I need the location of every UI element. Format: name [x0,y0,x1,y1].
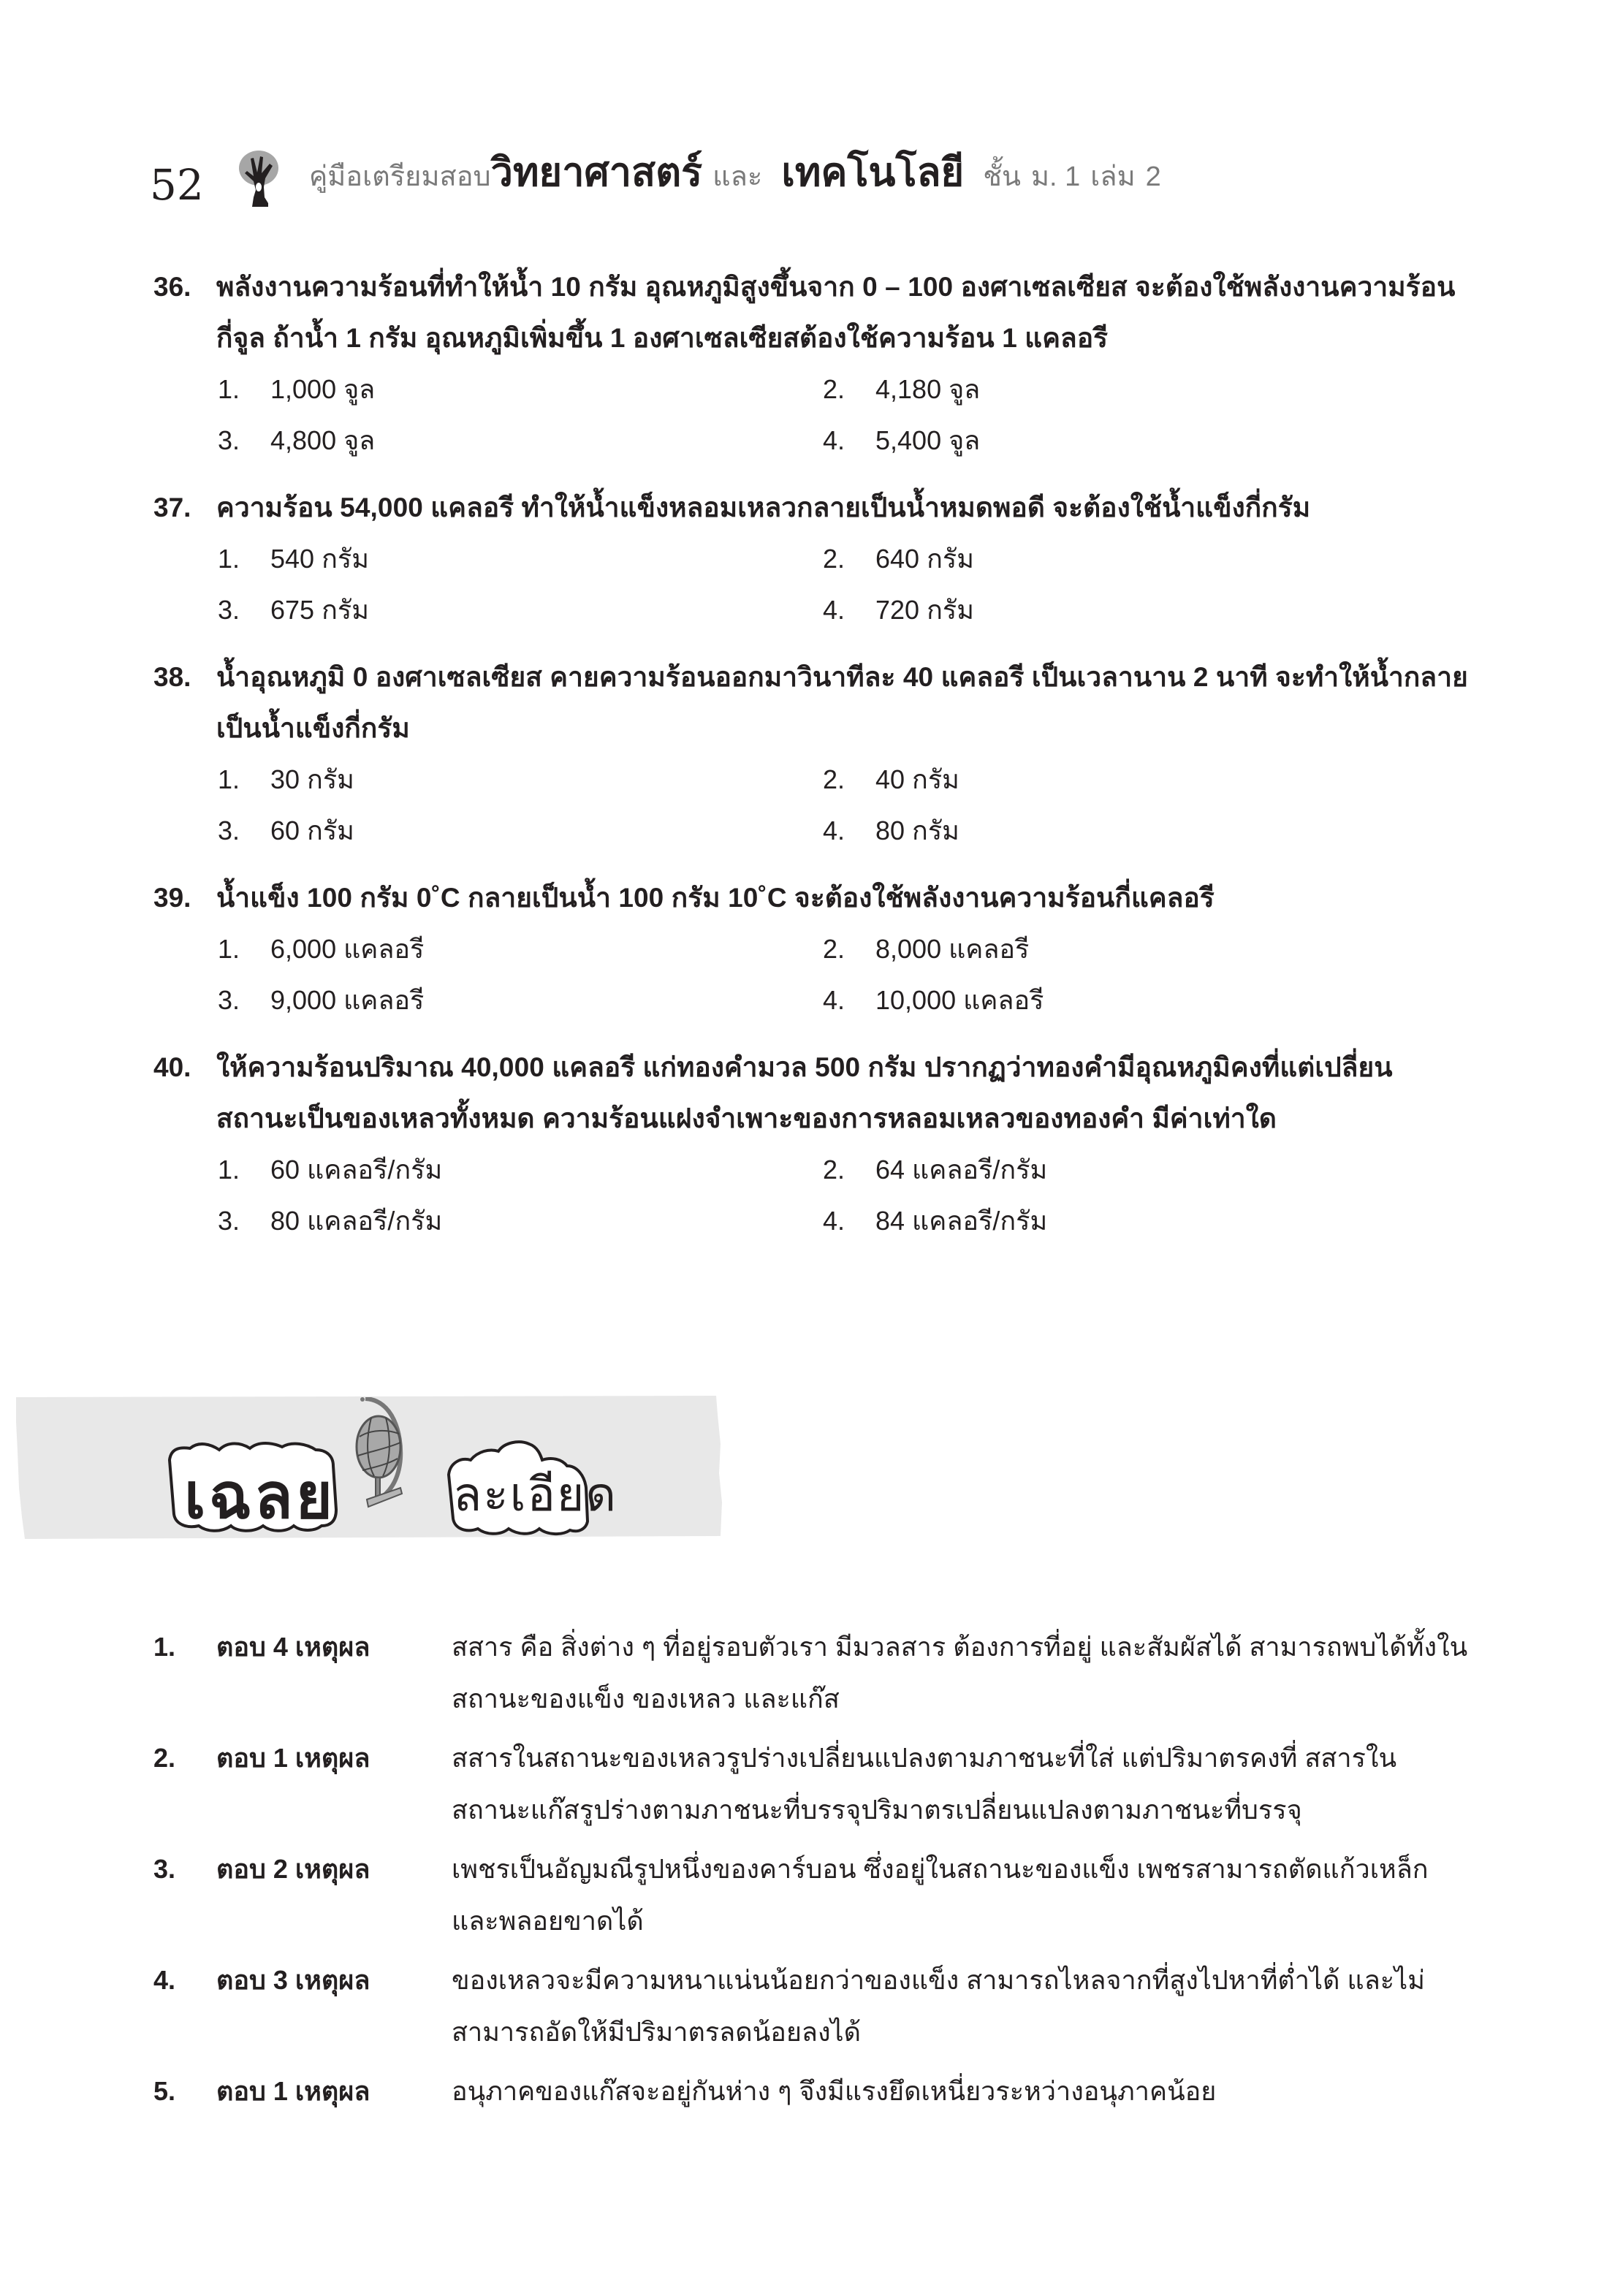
answer-item [153,2065,1469,2117]
choice-text: 4,800 จูล [270,425,376,455]
choice-number: 2. [823,934,845,964]
answer-item [153,1843,1469,1947]
question-number: 37. [153,493,191,522]
choice-4[interactable] [823,585,1407,636]
choice-text: 80 แคลอรี/กรัม [270,1206,443,1236]
choice-2[interactable] [823,533,1407,585]
choice-text: 60 กรัม [270,816,354,845]
choice-3[interactable] [218,1195,823,1247]
title-prefix: คู่มือเตรียมสอบ [308,161,491,192]
choice-4[interactable] [823,805,1407,856]
choice-text: 80 กรัม [875,816,959,845]
choice-text: 6,000 แคลอรี [270,934,425,964]
answer-explanation: อนุภาคของแก๊สจะอยู่กันห่าง ๆ จึงมีแรงยึดเหนี่ยวระหว่างอนุภาคน้อย [452,2076,1217,2106]
title-volume: 2 [1145,161,1161,192]
choice-text: 40 กรัม [875,764,959,794]
answer-explanation: ของเหลวจะมีความหนาแน่นน้อยกว่าของแข็ง สามารถไหลจากที่สูงไปหาที่ต่ำได้ และไม่สามารถอัดให้มีปริมาตรลดน้อยลงได้ [452,1965,1425,2047]
banner-title-main: เฉลย [184,1461,336,1532]
question-number: 39. [153,883,191,913]
choice-number: 4. [823,816,845,845]
choice-number: 3. [218,816,240,845]
choice-text: 8,000 แคลอรี [875,934,1030,964]
choice-number: 1. [218,544,240,574]
choice-number: 1. [218,1155,240,1185]
choice-text: 60 แคลอรี/กรัม [270,1155,443,1185]
title-and: และ [712,161,763,192]
choice-number: 2. [823,1155,845,1185]
answer-number: 3. [153,1854,176,1884]
answer-number: 1. [153,1632,176,1662]
banner-title-sub: ละเอียด [453,1468,617,1521]
title-subject-science: วิทยาศาสตร์ [490,151,703,194]
choice-2[interactable] [823,754,1407,805]
question-list [153,262,1469,1263]
choice-text: 30 กรัม [270,764,354,794]
answer-label: ตอบ 4 เหตุผล [216,1632,370,1662]
answer-item [153,1732,1469,1836]
answer-label: ตอบ 2 เหตุผล [216,1854,370,1884]
choice-4[interactable] [823,415,1407,466]
answer-explanation: เพชรเป็นอัญมณีรูปหนึ่งของคาร์บอน ซึ่งอยู่ในสถานะของแข็ง เพชรสามารถตัดแก้วเหล็ก และพลอยขาดได้ [452,1854,1429,1936]
title-grade: ม. 1 [1030,161,1081,192]
choice-4[interactable] [823,975,1407,1026]
answer-number: 4. [153,1965,176,1995]
choice-text: 84 แคลอรี/กรัม [875,1206,1048,1236]
choice-number: 2. [823,374,845,404]
choice-number: 2. [823,764,845,794]
question-text: พลังงานความร้อนที่ทำให้น้ำ 10 กรัม อุณหภูมิสูงขึ้นจาก 0 – 100 องศาเซลเซียส จะต้องใช้พลังงานความร้อนกี่จูล ถ้าน้ำ 1 กรัม อุณหภูมิเพิ่มขึ้น 1 องศาเซลเซียสต้องใช้ความร้อน 1 แคลอรี [216,272,1456,353]
choice-3[interactable] [218,975,823,1026]
choice-text: 720 กรัม [875,595,974,625]
choice-number: 3. [218,425,240,455]
question-38 [153,652,1469,856]
choice-2[interactable] [823,364,1407,415]
choice-2[interactable] [823,924,1407,975]
choice-text: 640 กรัม [875,544,974,574]
answer-number: 2. [153,1743,176,1773]
book-title [309,140,1161,203]
choice-list [218,364,1469,466]
choice-1[interactable] [218,364,823,415]
choice-4[interactable] [823,1195,1407,1247]
question-number: 36. [153,272,191,302]
question-39 [153,873,1469,1026]
choice-number: 4. [823,1206,845,1236]
answer-explanation: สสารในสถานะของเหลวรูปร่างเปลี่ยนแปลงตามภาชนะที่ใส่ แต่ปริมาตรคงที่ สสารในสถานะแก๊สรูปร่างตามภาชนะที่บรรจุปริมาตรเปลี่ยนแปลงตามภาชนะที่บรรจุ [452,1743,1397,1825]
page-header [150,143,1161,209]
question-36 [153,262,1469,466]
choice-number: 2. [823,544,845,574]
choice-number: 4. [823,425,845,455]
choice-number: 3. [218,985,240,1015]
choice-3[interactable] [218,805,823,856]
question-text: น้ำอุณหภูมิ 0 องศาเซลเซียส คายความร้อนออกมาวินาทีละ 40 แคลอรี เป็นเวลานาน 2 นาที จะทำให้น้ำกลายเป็นน้ำแข็งกี่กรัม [216,662,1468,743]
title-volume-word: เล่ม [1090,161,1136,192]
choice-list [218,924,1469,1026]
choice-1[interactable] [218,924,823,975]
choice-number: 1. [218,934,240,964]
choice-1[interactable] [218,533,823,585]
choice-text: 10,000 แคลอรี [875,985,1044,1015]
question-text: น้ำแข็ง 100 กรัม 0˚C กลายเป็นน้ำ 100 กรัม 10˚C จะต้องใช้พลังงานความร้อนกี่แคลอรี [216,883,1215,913]
choice-number: 3. [218,595,240,625]
answer-key-banner [15,1371,723,1554]
choice-3[interactable] [218,585,823,636]
question-37 [153,482,1469,636]
answer-label: ตอบ 1 เหตุผล [216,1743,370,1773]
choice-1[interactable] [218,754,823,805]
answer-explanation: สสาร คือ สิ่งต่าง ๆ ที่อยู่รอบตัวเรา มีมวลสาร ต้องการที่อยู่ และสัมผัสได้ สามารถพบได้ทั้งในสถานะของแข็ง ของเหลว และแก๊ส [452,1632,1468,1714]
choice-3[interactable] [218,415,823,466]
choice-text: 5,400 จูล [875,425,981,455]
answer-number: 5. [153,2076,176,2106]
answer-label: ตอบ 3 เหตุผล [216,1965,370,1995]
answer-list [153,1621,1469,2124]
globe-icon [349,1397,440,1520]
choice-number: 3. [218,1206,240,1236]
question-40 [153,1042,1469,1247]
title-subject-technology: เทคโนโลยี [781,151,965,194]
choice-text: 4,180 จูล [875,374,981,404]
answer-item [153,1954,1469,2058]
question-text: ความร้อน 54,000 แคลอรี ทำให้น้ำแข็งหลอมเหลวกลายเป็นน้ำหมดพอดี จะต้องใช้น้ำแข็งกี่กรัม [216,493,1311,522]
choice-number: 4. [823,985,845,1015]
choice-text: 9,000 แคลอรี [270,985,425,1015]
choice-number: 1. [218,764,240,794]
choice-list [218,1144,1469,1247]
tree-hand-icon [237,149,280,208]
question-number: 38. [153,662,191,692]
answer-item [153,1621,1469,1725]
choice-number: 4. [823,595,845,625]
choice-1[interactable] [218,1144,823,1195]
choice-number: 1. [218,374,240,404]
choice-text: 675 กรัม [270,595,369,625]
choice-2[interactable] [823,1144,1407,1195]
choice-list [218,533,1469,636]
choice-text: 1,000 จูล [270,374,376,404]
question-text: ให้ความร้อนปริมาณ 40,000 แคลอรี แก่ทองคำมวล 500 กรัม ปรากฏว่าทองคำมีอุณหภูมิคงที่แต่เปลี่ยนสถานะเป็นของเหลวทั้งหมด ความร้อนแฝงจำเพาะของการหลอมเหลวของทองคำ มีค่าเท่าใด [216,1052,1393,1133]
choice-list [218,754,1469,856]
answer-label: ตอบ 1 เหตุผล [216,2076,370,2106]
choice-text: 540 กรัม [270,544,369,574]
page-number: 52 [150,160,204,210]
title-grade-word: ชั้น [983,161,1021,192]
choice-text: 64 แคลอรี/กรัม [875,1155,1048,1185]
question-number: 40. [153,1052,191,1082]
